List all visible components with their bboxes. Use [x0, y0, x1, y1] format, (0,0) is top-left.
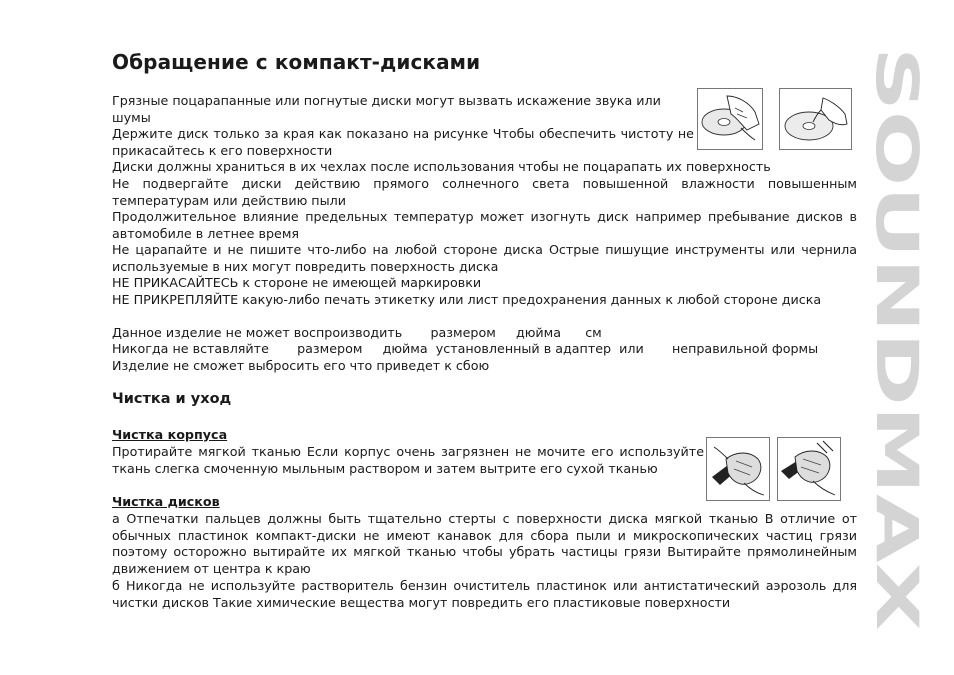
page-title: Обращение с компакт-дисками	[112, 50, 481, 74]
disc-cleaning-b: б Никогда не используйте растворитель бензин очиститель пластинок или антистатический аэрозоль для чистки дисков Такие химические вещества могут повредить его пластиковые поверхности	[112, 578, 857, 610]
disc-cleaning-heading-wrap	[112, 494, 220, 511]
body-cleaning-heading: Чистка корпуса	[112, 427, 228, 442]
hand-holding-disc-illustration	[697, 88, 763, 150]
disc-cleaning-heading: Чистка дисков	[112, 494, 220, 509]
paragraph-scratch: Не царапайте и не пишите что-либо на любой стороне диска Острые пишущие инструменты или чернила используемые в них могут повредить поверхность диска	[112, 242, 857, 274]
body-cleaning-heading-wrap	[112, 427, 227, 444]
section-heading-cleaning: Чистка и уход	[112, 391, 232, 407]
paragraph-hold-edges: Держите диск только за края как показано на рисунке Чтобы обеспечить чистоту не прикасайтесь к его поверхности	[112, 126, 694, 158]
paragraph-never-insert: Никогда не вставляйте размером дюйма установленный в адаптер или неправильной формы	[112, 341, 819, 356]
paragraph-temperature: Продолжительное влияние предельных температур может изогнуть диск например пребывание дисков в автомобиле в летнее время	[112, 209, 857, 241]
paragraph-no-labels: НЕ ПРИКРЕПЛЯЙТЕ какую-либо печать этикетку или лист предохранения данных к любой стороне диска	[112, 292, 822, 307]
paragraph-storage: Диски должны храниться в их чехлах после использования чтобы не поцарапать их поверхность	[112, 159, 771, 174]
paragraph-dirty-discs: Грязные поцарапанные или погнутые диски могут вызвать искажение звука или шумы	[112, 93, 661, 125]
paragraph-eject-failure: Изделие не сможет выбросить его что приведет к сбою	[112, 358, 490, 373]
body-cleaning-text: Протирайте мягкой тканью Если корпус очень загрязнен не мочите его используйте ткань слегка смоченную мыльным раствором и затем вытрите его сухой тканью	[112, 444, 704, 476]
paragraph-dont-touch: НЕ ПРИКАСАЙТЕСЬ к стороне не имеющей маркировки	[112, 275, 482, 290]
wiping-disc-illustration	[777, 437, 841, 501]
paragraph-cannot-play: Данное изделие не может воспроизводить размером дюйма см	[112, 325, 602, 340]
soundmax-logo-text: SOUNDMAX	[865, 47, 927, 430]
wiping-cloth-illustration	[706, 437, 770, 501]
finger-on-disc-illustration	[779, 88, 852, 150]
disc-cleaning-a: а Отпечатки пальцев должны быть тщательно стерты с поверхности диска мягкой тканью В отличие от обычных пластинок компакт-диски не имеют канавок для сбора пыли и микроскопических частиц грязи поэтому осторожно вытирайте их мягкой тканью чтобы убрать частицы грязи Вытирайте прямолинейным движением от центра к краю	[112, 511, 857, 576]
soundmax-logo	[865, 44, 927, 634]
paragraph-sunlight: Не подвергайте диски действию прямого солнечного света повышенной влажности повышенным температурам или действию пыли	[112, 176, 857, 208]
